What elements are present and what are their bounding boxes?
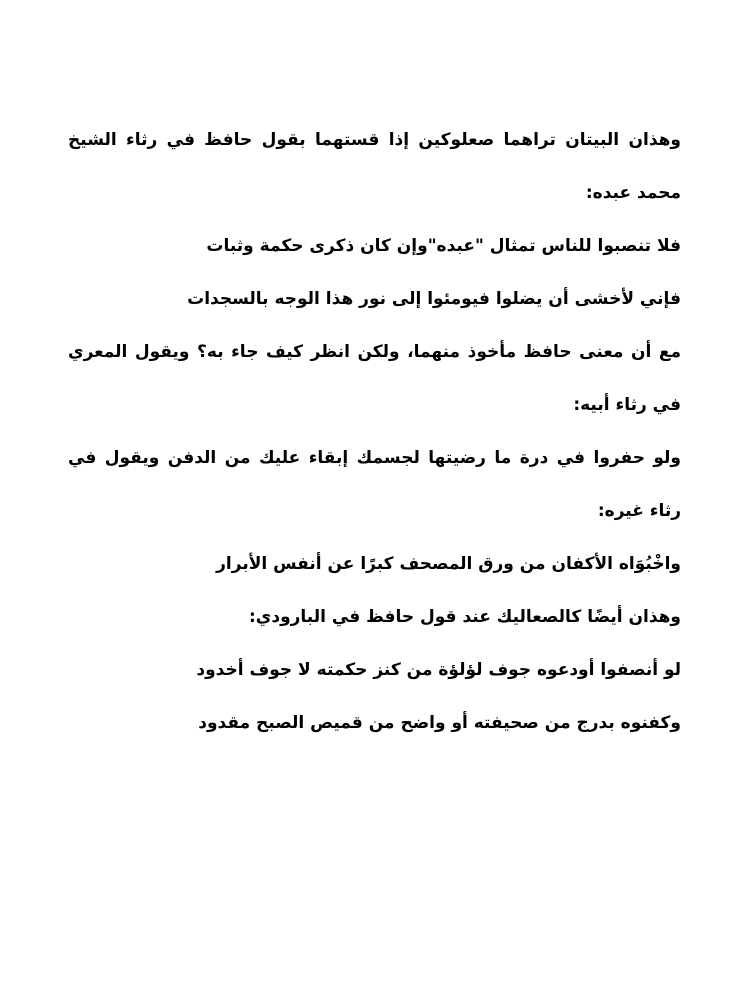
paragraph-barudi-intro: وهذان أيضًا كالصعاليك عند قول حافظ في البارودي:	[248, 607, 681, 627]
paragraph-maarri-intro: مع أن معنى حافظ مأخوذ منهما، ولكن انظر كيف جاء به؟ ويقول المعري في رثاء أبيه:	[68, 342, 681, 415]
verse-barudi-2: وكفنوه بدرج من صحيفته أو واضح من قميص الصبح مقدود	[198, 713, 681, 733]
document-body	[68, 114, 681, 750]
verse-barudi-1: لو أنصفوا أودعوه جوف لؤلؤة من كنز حكمته لا جوف أخدود	[196, 660, 681, 680]
verse-maarri-2: واخْبُوَاه الأكفان من ورق المصحف كبرًا عن أنفس الأبرار	[216, 554, 681, 574]
paragraph-intro-hafiz: وهذان البيتان تراهما صعلوكين إذا قستهما بقول حافظ في رثاء الشيخ محمد عبده:	[68, 130, 681, 203]
verse-hafiz-1: فلا تنصبوا للناس تمثال "عبده"وإن كان ذكرى حكمة وثبات	[206, 236, 681, 256]
paragraph-maarri-verse: ولو حفروا في درة ما رضيتها لجسمك إبقاء عليك من الدفن ويقول في رثاء غيره:	[68, 448, 681, 521]
verse-hafiz-2: فإني لأخشى أن يضلوا فيومئوا إلى نور هذا الوجه بالسجدات	[187, 289, 681, 309]
